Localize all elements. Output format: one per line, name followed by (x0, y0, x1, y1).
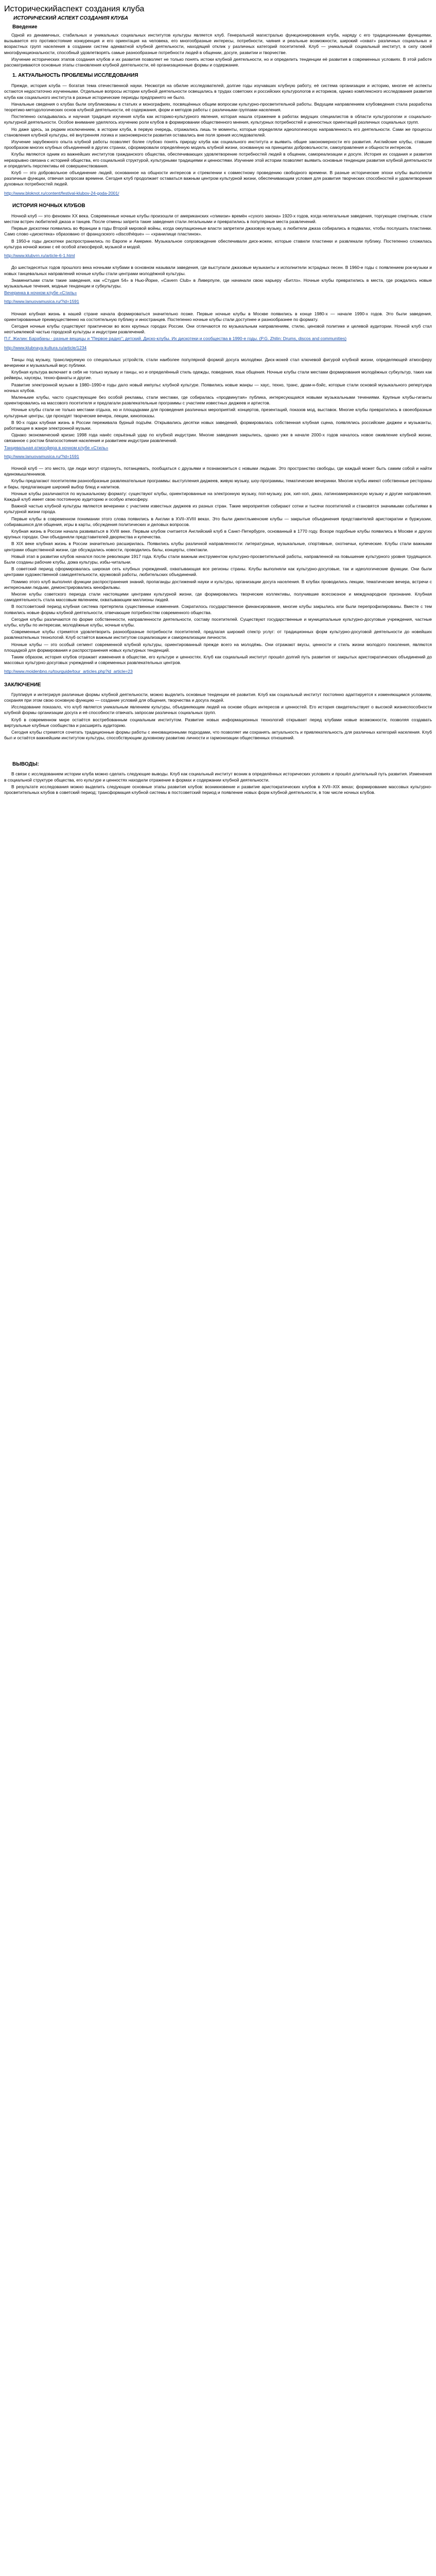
intro-heading: Введение (12, 24, 38, 30)
body-paragraph: Клубная жизнь в России начала развиваться в XVIII веке. Первым клубом считается Английский клуб в Санкт-Петербурге, основанный в 1770 году. Вскоре подобные клубы появились в Москве и других крупных городах. Они объединяли представителей дворянства и купечества. (4, 529, 432, 540)
body-paragraph: В XIX веке клубная жизнь в России значительно расширилась. Появились клубы различной направленности: литературные, музыкальные, спортивные, охотничьи, купеческие. Клубы стали важными центрами общественной жизни, где обсуждались новости, проводились балы, концерты, спектакли. (4, 541, 432, 552)
body-paragraph: Постепенно складывалась и научная традиция изучения клуба как историко-культурного явления, которая нашла отражение в работах ведущих специалистов в области культурологии и социально-культурной деятельности. Особое внимание уделялось изучению роли клубов в формировании общественного мнения, культурных потребностей и ценностных ориентаций различных социальных групп. (4, 114, 432, 125)
body-paragraph: Изучение зарубежного опыта клубной работы позволяет более глубоко понять природу клуба как социального института и выявить общие закономерности его развития. Английские клубы, ставшие прообразом многих клубных объединений в других странах, сформировали определённую модель клубной жизни, основанную на принципах добровольности, самоуправления и общности интересов. (4, 139, 432, 150)
source-link[interactable]: http://www.klubvrn.ru/article-6-1.html (4, 253, 75, 259)
body-paragraph: Многие клубы советского периода стали настоящими центрами культурной жизни, где формировались творческие коллективы, получившие всесоюзное и международное признание. Клубная самодеятельность стала массовым явлением, охватывающим миллионы людей. (4, 591, 432, 603)
conclusion-paragraph: Клуб в современном мире остаётся востребованным социальным институтом. Развитие новых информационных технологий открывает перед клубами новые возможности, позволяя создавать виртуальные клубные сообщества и расширять аудиторию. (4, 717, 432, 728)
body-paragraph: Ночные клубы стали не только местами отдыха, но и площадками для проведения различных мероприятий: концертов, презентаций, показов мод, выставок. Многие клубы превратились в своеобразные культурные центры, где проходят творческие вечера, лекции, кинопоказы. (4, 407, 432, 418)
body-paragraph: Знаменитыми стали такие заведения, как «Студия 54» в Нью-Йорке, «Cavern Club» в Ливерпуле, где начинали свою карьеру «Битлз». Ночные клубы превратились в места, где рождались новые музыкальные течения, модные тенденции и субкультуры. (4, 277, 432, 289)
body-paragraph: Современные клубы стремятся удовлетворить разнообразные потребности посетителей, предлагая широкий спектр услуг: от традиционных форм культурно-досуговой деятельности до новейших развлекательных технологий. Клуб остаётся важным институтом социализации и самореализации личности. (4, 629, 432, 640)
body-paragraph: Таким образом, история клубов отражает изменения в обществе, его культуре и ценностях. Клуб как социальный институт прошёл долгий путь развития от закрытых аристократических объединений до массовых культурно-досуговых учреждений и современных развлекательных центров. (4, 654, 432, 666)
body-paragraph: В советский период сформировалась широкая сеть клубных учреждений, охватывающая все регионы страны. Клубы выполняли как культурно-досуговые, так и идеологические функции. Они были центрами художественной самодеятельности, кружковой работы, любительских объединений. (4, 566, 432, 578)
body-paragraph: В 1950-е годы дискотеки распространились по Европе и Америке. Музыкальное сопровождение обеспечивали диск-жокеи, которые ставили пластинки и развлекали публику. Постепенно сложилась культура ночной жизни с её особой атмосферой, музыкой и модой. (4, 238, 432, 249)
body-paragraph: В постсоветский период клубная система претерпела существенные изменения. Сократилось государственное финансирование, многие клубы закрылись или были перепрофилированы. Вместе с тем появились новые формы клубной деятельности, отвечающие потребностям современного общества. (4, 604, 432, 615)
body-paragraph: Прежде, история клуба — богатая тема отечественной науки. Несмотря на обилие исследователей, долгие годы изучавших клубную работу, её система организации и историю, многие её аспекты остаются недостаточно изученными. Отдельные вопросы истории клубной деятельности освещались в трудах советских и российских культурологов и историков, однако комплексного исследования развития клуба как социального института в разные исторические периоды предпринято не было. (4, 83, 432, 100)
body-paragraph: В 90-х годах клубная жизнь в России переживала бурный подъём. Открывались десятки новых заведений, формировалась собственная клубная сцена, появлялись российские диджеи и музыканты, работающие в жанре электронной музыки. (4, 419, 432, 431)
source-link[interactable]: http://www.moidenbno.ru/tourguide/tour_articles.php?id_article=23 (4, 669, 133, 674)
body-paragraph: Важной частью клубной культуры являются вечеринки с участием известных диджеев из разных стран. Такие мероприятия собирают сотни и тысячи посетителей и становятся значимыми событиями в культурной жизни города. (4, 503, 432, 515)
body-paragraph: Сегодня клубы различаются по форме собственности, направленности деятельности, составу посетителей. Существуют государственные и муниципальные культурно-досуговые учреждения, частные клубы, клубы по интересам, молодёжные клубы, ночные клубы. (4, 616, 432, 628)
body-paragraph: Маленькие клубы, часто существующие без особой рекламы, стали местами, где собиралась «продвинутая» публика, интересующаяся новыми музыкальными течениями. Крупные клубы-гиганты ориентировались на массового посетителя и предлагали развлекательные программы с участием известных диджеев и артистов. (4, 394, 432, 406)
image-caption-link[interactable]: Танцевальная атмосфера в ночном клубе «Стиль» (4, 445, 109, 450)
body-paragraph: Ночные клубы — это особый сегмент современной клубной культуры, ориентированный прежде всего на молодёжь. Они отражают вкусы, ценности и стиль жизни молодого поколения, являются площадкой для формирования и распространения новых культурных тенденций. (4, 641, 432, 653)
conclusion-paragraph: Исследование показало, что клуб является уникальным явлением культуры, объединяющим людей на основе общих интересов и ценностей. Его история свидетельствует о высокой жизнеспособности клубной формы организации досуга и её способности отвечать запросам различных социальных групп. (4, 704, 432, 716)
source-link[interactable]: http://www.klubnaya-kultura.ru/article/1234 (4, 345, 87, 350)
body-paragraph: Первые клубы в современном понимании этого слова появились в Англии в XVII–XVIII веках. Это были джентльменские клубы — закрытые объединения представителей аристократии и буржуазии, собиравшихся для общения, игры в карты, обсуждения политических и деловых вопросов. (4, 516, 432, 527)
body-paragraph: Развитие электронной музыки в 1980–1990-е годы дало новый импульс клубной культуре. Появились новые жанры — хаус, техно, транс, драм-н-бэйс, которые стали основой музыкального репертуара ночных клубов. (4, 382, 432, 393)
body-paragraph: Ночные клубы различаются по музыкальному формату: существуют клубы, ориентированные на электронную музыку, поп-музыку, рок, хип-хоп, джаз, латиноамериканскую музыку и другие направления. Каждый клуб имеет свою постоянную аудиторию и особую атмосферу. (4, 490, 432, 502)
body-paragraph: Клубы являются одним из важнейших институтов гражданского общества, обеспечивающих удовлетворение потребностей людей в общении, самореализации и досуге. История их создания и развития неразрывно связана с историей общества, его социальной структурой, культурными традициями и ценностями. Изучение этой истории позволяет выявить основные тенденции развития клубной деятельности и определить перспективы её совершенствования. (4, 151, 432, 168)
body-paragraph: Но даже здесь, за редким исключением, в истории клуба, в первую очередь, отражались лишь те моменты, которые определяли идеологическую направленность его деятельности. Сами же процессы становления клубной культуры, её внутренняя логика и закономерности развития оставались вне поля зрения исследователей. (4, 126, 432, 138)
body-paragraph: Танцы под музыку, транслируемую со специальных устройств, стали наиболее популярной формой досуга молодёжи. Диск-жокей стал ключевой фигурой клубной жизни, определяющей атмосферу вечеринки и музыкальный вкус публики. (4, 357, 432, 368)
source-link[interactable]: http://www.lanuovamusica.ru/?id=1591 (4, 299, 79, 304)
document-subtitle: ИСТОРИЧЕСКИЙ АСПЕКТ СОЗДАНИЯ КЛУБА (13, 15, 128, 21)
source-link[interactable]: http://www.bloknot.ru/content/festival-klubov-24-goda-2001/ (4, 190, 119, 196)
body-paragraph: Помимо этого клуб выполнял функции распространения знаний, пропаганды достижений науки и культуры, организации досуга населения. В клубах проводились лекции, тематические вечера, встречи с интересными людьми, демонстрировались кинофильмы. (4, 579, 432, 590)
intro-paragraph: Изучение исторических этапов создания клубов и их развития позволяет не только понять истоки клубной деятельности, но и определить тенденции её развития в современных условиях. В этой работе рассматриваются основные этапы становления клубной деятельности, её организационные формы и содержание. (4, 56, 432, 68)
body-paragraph: Ночная клубная жизнь в нашей стране начала формироваться значительно позже. Первые ночные клубы в Москве появились в конце 1980-х — начале 1990-х годов. Это были заведения, ориентированные преимущественно на состоятельную публику и иностранцев. Постепенно ночные клубы стали доступнее и разнообразнее по формату. (4, 311, 432, 322)
conclusion-heading: ЗАКЛЮЧЕНИЕ (4, 682, 41, 688)
document-page (0, 0, 436, 795)
section-heading-relevance: 1. АКТУАЛЬНОСТЬ ПРОБЛЕМЫ ИССЛЕДОВАНИЯ (12, 73, 138, 79)
body-paragraph: Сегодня ночные клубы существуют практически во всех крупных городах России. Они отличаются по музыкальным направлениям, стилю, ценовой политике и целевой аудитории. Ночной клуб стал неотъемлемой частью городской культуры и индустрии развлечений. (4, 323, 432, 335)
section-heading-nightclubs: ИСТОРИЯ НОЧНЫХ КЛУБОВ (12, 202, 85, 209)
conclusion-paragraph: Сегодня клубы стремятся сочетать традиционные формы работы с инновационными подходами, что позволяет им сохранять актуальность и привлекательность для различных категорий населения. Клуб был и остаётся важнейшим институтом культуры, способствующим духовному развитию личности и гармонизации общественных отношений. (4, 729, 432, 741)
body-paragraph: Клубы предлагают посетителям разнообразные развлекательные программы: выступления диджеев, живую музыку, шоу-программы, тематические вечеринки. Многие клубы имеют собственные рестораны и бары, предлагающие широкий выбор блюд и напитков. (4, 478, 432, 489)
document-title: Историческийаспект создания клуба (4, 5, 145, 13)
body-paragraph: Однако экономический кризис 1998 года нанёс серьёзный удар по клубной индустрии. Многие заведения закрылись, однако уже в начале 2000-х годов началось новое оживление клубной жизни, связанное с ростом благосостояния населения и развитием индустрии развлечений. (4, 432, 432, 444)
conclusions-paragraph: В связи с исследованием истории клуба можно сделать следующие выводы. Клуб как социальный институт возник в определённых исторических условиях и прошёл длительный путь развития. Изменения в социальной структуре общества, его культуре и ценностях находили отражение в формах и содержании клубной деятельности. (4, 771, 432, 783)
conclusion-paragraph: Группируя и интегрируя различные формы клубной деятельности, можно выделить основные тенденции её развития. Клуб как социальный институт постоянно адаптируется к изменяющимся условиям, сохраняя при этом свою основную функцию — создание условий для общения, творчества и досуга людей. (4, 691, 432, 703)
body-paragraph: Новый этап в развитии клубов начался после революции 1917 года. Клубы стали важным инструментом культурно-просветительной работы, направленной на повышение культурного уровня трудящихся. Были созданы рабочие клубы, дома культуры, избы-читальни. (4, 553, 432, 565)
source-link[interactable]: http://www.lanuovamusica.ru/?id=1591 (4, 453, 79, 459)
reference-link[interactable]: П.Г. Жилин: Барабаны - разные вещицы и "Первое радио"; детский. Диско-клубы. Их дискотеки и сообщества в 1990-е годы. (P.G. Zhilin: Drums, discos and communities) (4, 336, 347, 342)
body-paragraph: Ночной клуб — это место, где люди могут отдохнуть, потанцевать, пообщаться с друзьями и познакомиться с новыми людьми. Это пространство свободы, где каждый может быть самим собой и найти единомышленников. (4, 465, 432, 477)
image-caption-link[interactable]: Вечеринка в ночном клубе «Стиль» (4, 290, 77, 296)
conclusions-heading: ВЫВОДЫ: (12, 761, 39, 768)
body-paragraph: Клуб — это добровольное объединение людей, основанное на общности интересов и стремлении к совместному проведению свободного времени. В разные исторические эпохи клубы выполняли различные функции, отвечая запросам времени. Сегодня клуб продолжает оставаться важным центром культурной жизни, обеспечивающим условия для развития творческих способностей и удовлетворения духовных потребностей людей. (4, 170, 432, 187)
body-paragraph: Начальные сведения о клубах были опубликованы в статьях и монографиях, посвящённых общим вопросам культурно-просветительной работы. Ведущим направлением клубоведения стала разработка теоретико-методологических основ клубной деятельности, её содержания, форм и методов работы с различными группами населения. (4, 101, 432, 113)
body-paragraph: Клубная культура включает в себя не только музыку и танцы, но и определённый стиль одежды, поведения, язык общения. Ночные клубы стали местами формирования молодёжных субкультур, таких как рейверы, хаусеры, техно-фанаты и другие. (4, 369, 432, 381)
conclusions-paragraph: В результате исследования можно выделить следующие основные этапы развития клубов: возникновение и развитие аристократических клубов в XVII–XIX веках; формирование массовых культурно-просветительных клубов в советский период; трансформация клубной системы в постсоветский период и появление новых форм клубной деятельности, в том числе ночных клубов. (4, 784, 432, 795)
body-paragraph: Ночной клуб — это феномен XX века. Современные ночные клубы произошли от американских «спикизи» времён «сухого закона» 1920-х годов, когда нелегальные заведения, торгующие спиртным, стали местом встреч любителей джаза и танцев. После отмены запрета такие заведения стали легальными и превратились в популярные места развлечений. (4, 213, 432, 225)
body-paragraph: До шестидесятых годов прошлого века ночными клубами в основном называли заведения, где выступали джазовые музыканты и исполнители эстрадных песен. В 1960-е годы с появлением рок-музыки и новых танцевальных направлений ночные клубы стали центрами молодёжной культуры. (4, 265, 432, 276)
intro-paragraph: Одной из динамичных, стабильных и уникальных социальных институтов культуры является клуб. Генеральной магистралью функционирования клуба, наряду с его традиционными функциями, вызывается его противостояние конкуренция и его ориентация на человека, его многообразные интересы, потребности, чаяния и реальные возможности, широкий «охват» различных социальных и возрастных групп населения в создании систем адекватной клубной деятельности, находящей отклик у различных категорий посетителей. Клуб — уникальный социальный институт, в силу своей многофункциональности, способный удовлетворять самые разнообразные потребности людей в общении, досуге, развитии и творчестве. (4, 32, 432, 55)
body-paragraph: Первые дискотеки появились во Франции в годы Второй мировой войны, когда оккупационные власти запретили джазовую музыку, а любители джаза собирались в подвалах, чтобы послушать пластинки. Само слово «дискотека» образовано от французского «discothèque» — «хранилище пластинок». (4, 226, 432, 237)
